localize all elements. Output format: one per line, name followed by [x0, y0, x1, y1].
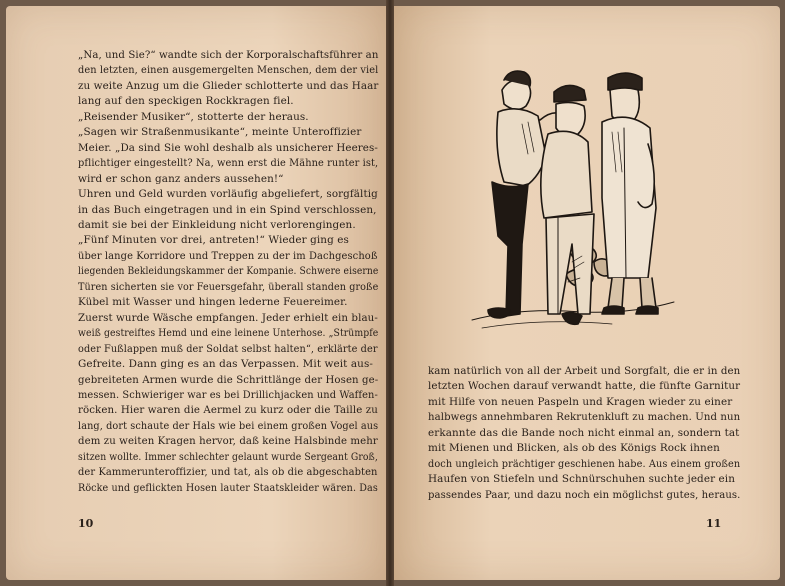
text-line: der Kammerunteroffizier, und tat, als ob die abgeschabten: [78, 466, 378, 479]
left-page-text: [78, 48, 378, 496]
text-line: über lange Korridore und Treppen zu der im Dachgeschoß: [78, 249, 378, 262]
page-number-right: 11: [706, 517, 722, 530]
text-line: kam natürlich von all der Arbeit und Sorgfalt, die er in den: [428, 365, 741, 377]
text-line: erkannte das die Bande noch nicht einmal an, sondern tat: [428, 426, 740, 439]
text-line: „Na, und Sie?“ wandte sich der Korporalschaftsführer an: [78, 49, 379, 61]
text-line: letzten Wochen darauf verwandt hatte, die fünfte Garnitur: [428, 380, 741, 393]
book-gutter: [386, 0, 394, 586]
text-line: messen. Schwieriger war es bei Drillichjacken und Waffen-: [78, 388, 378, 401]
text-line: lang, dort schaute der Hals wie bei einem großen Vogel aus: [78, 419, 379, 432]
text-line: doch ungleich prächtiger geschienen habe. Aus einem großen: [428, 457, 741, 470]
text-line: Haufen von Stiefeln und Schnürschuhen suchte jeder ein: [428, 473, 735, 486]
text-line: Zuerst wurde Wäsche empfangen. Jeder erhielt ein blau-: [78, 311, 378, 324]
text-line: passendes Paar, und dazu noch ein möglichst gutes, heraus.: [428, 488, 741, 501]
text-line: Gefreite. Dann ging es an das Verpassen. Mit weit aus-: [78, 358, 373, 371]
text-line: halbwegs annehmbaren Rekrutenkluft zu machen. Und nun: [428, 411, 741, 424]
right-page-text: [428, 364, 740, 503]
text-line: „Sagen wir Straßenmusikante“, meinte Unteroffizier: [78, 126, 362, 139]
text-line: röcken. Hier waren die Aermel zu kurz oder die Taille zu: [78, 404, 378, 417]
text-line: damit sie bei der Einkleidung nicht verlorengingen.: [78, 218, 356, 231]
text-line: lang auf den speckigen Rockkragen fiel.: [78, 95, 294, 108]
text-line: „Fünf Minuten vor drei, antreten!“ Wieder ging es: [78, 234, 349, 247]
text-line: in das Buch eingetragen und in ein Spind verschlossen,: [78, 203, 377, 216]
text-line: wird er schon ganz anders aussehen!“: [78, 172, 284, 185]
text-line: Kübel mit Wasser und hingen lederne Feuereimer.: [78, 296, 348, 309]
text-line: den letzten, einen ausgemergelten Menschen, dem der viel: [78, 64, 379, 77]
text-line: Türen sicherten sie vor Feuersgefahr, überall standen große: [78, 280, 379, 293]
text-line: zu weite Anzug um die Glieder schlotterte und das Haar: [78, 79, 379, 92]
text-line: sitzen wollte. Immer schlechter gelaunt wurde Sergeant Groß,: [78, 450, 378, 463]
text-line: Uhren und Geld wurden vorläufig abgeliefert, sorgfältig: [78, 188, 378, 201]
text-line: Meier. „Da sind Sie wohl deshalb als unsicherer Heeres-: [78, 141, 378, 154]
text-line: weiß gestreiftes Hemd und eine leinene Unterhose. „Strümpfe: [78, 327, 379, 340]
text-line: dem zu weiten Kragen hervor, daß keine Halsbinde mehr: [78, 435, 378, 448]
recruits-illustration: [462, 62, 684, 336]
page-number-left: 10: [78, 517, 94, 530]
text-line: Röcke und geflickten Hosen lauter Staatskleider wären. Das: [78, 481, 378, 494]
text-line: mit Mienen und Blicken, als ob des Königs Rock ihnen: [428, 442, 720, 455]
text-line: mit Hilfe von neuen Paspeln und Kragen wieder zu einer: [428, 395, 733, 408]
text-line: pflichtiger eingestellt? Na, wenn erst die Mähne runter ist,: [78, 157, 379, 170]
text-line: „Reisender Musiker“, stotterte der heraus.: [78, 110, 309, 123]
text-line: oder Fußlappen muß der Soldat selbst halten“, erklärte der: [78, 342, 378, 355]
text-line: liegenden Bekleidungskammer der Kompanie. Schwere eiserne: [78, 265, 379, 278]
text-line: gebreiteten Armen wurde die Schrittlänge der Hosen ge-: [78, 373, 379, 386]
